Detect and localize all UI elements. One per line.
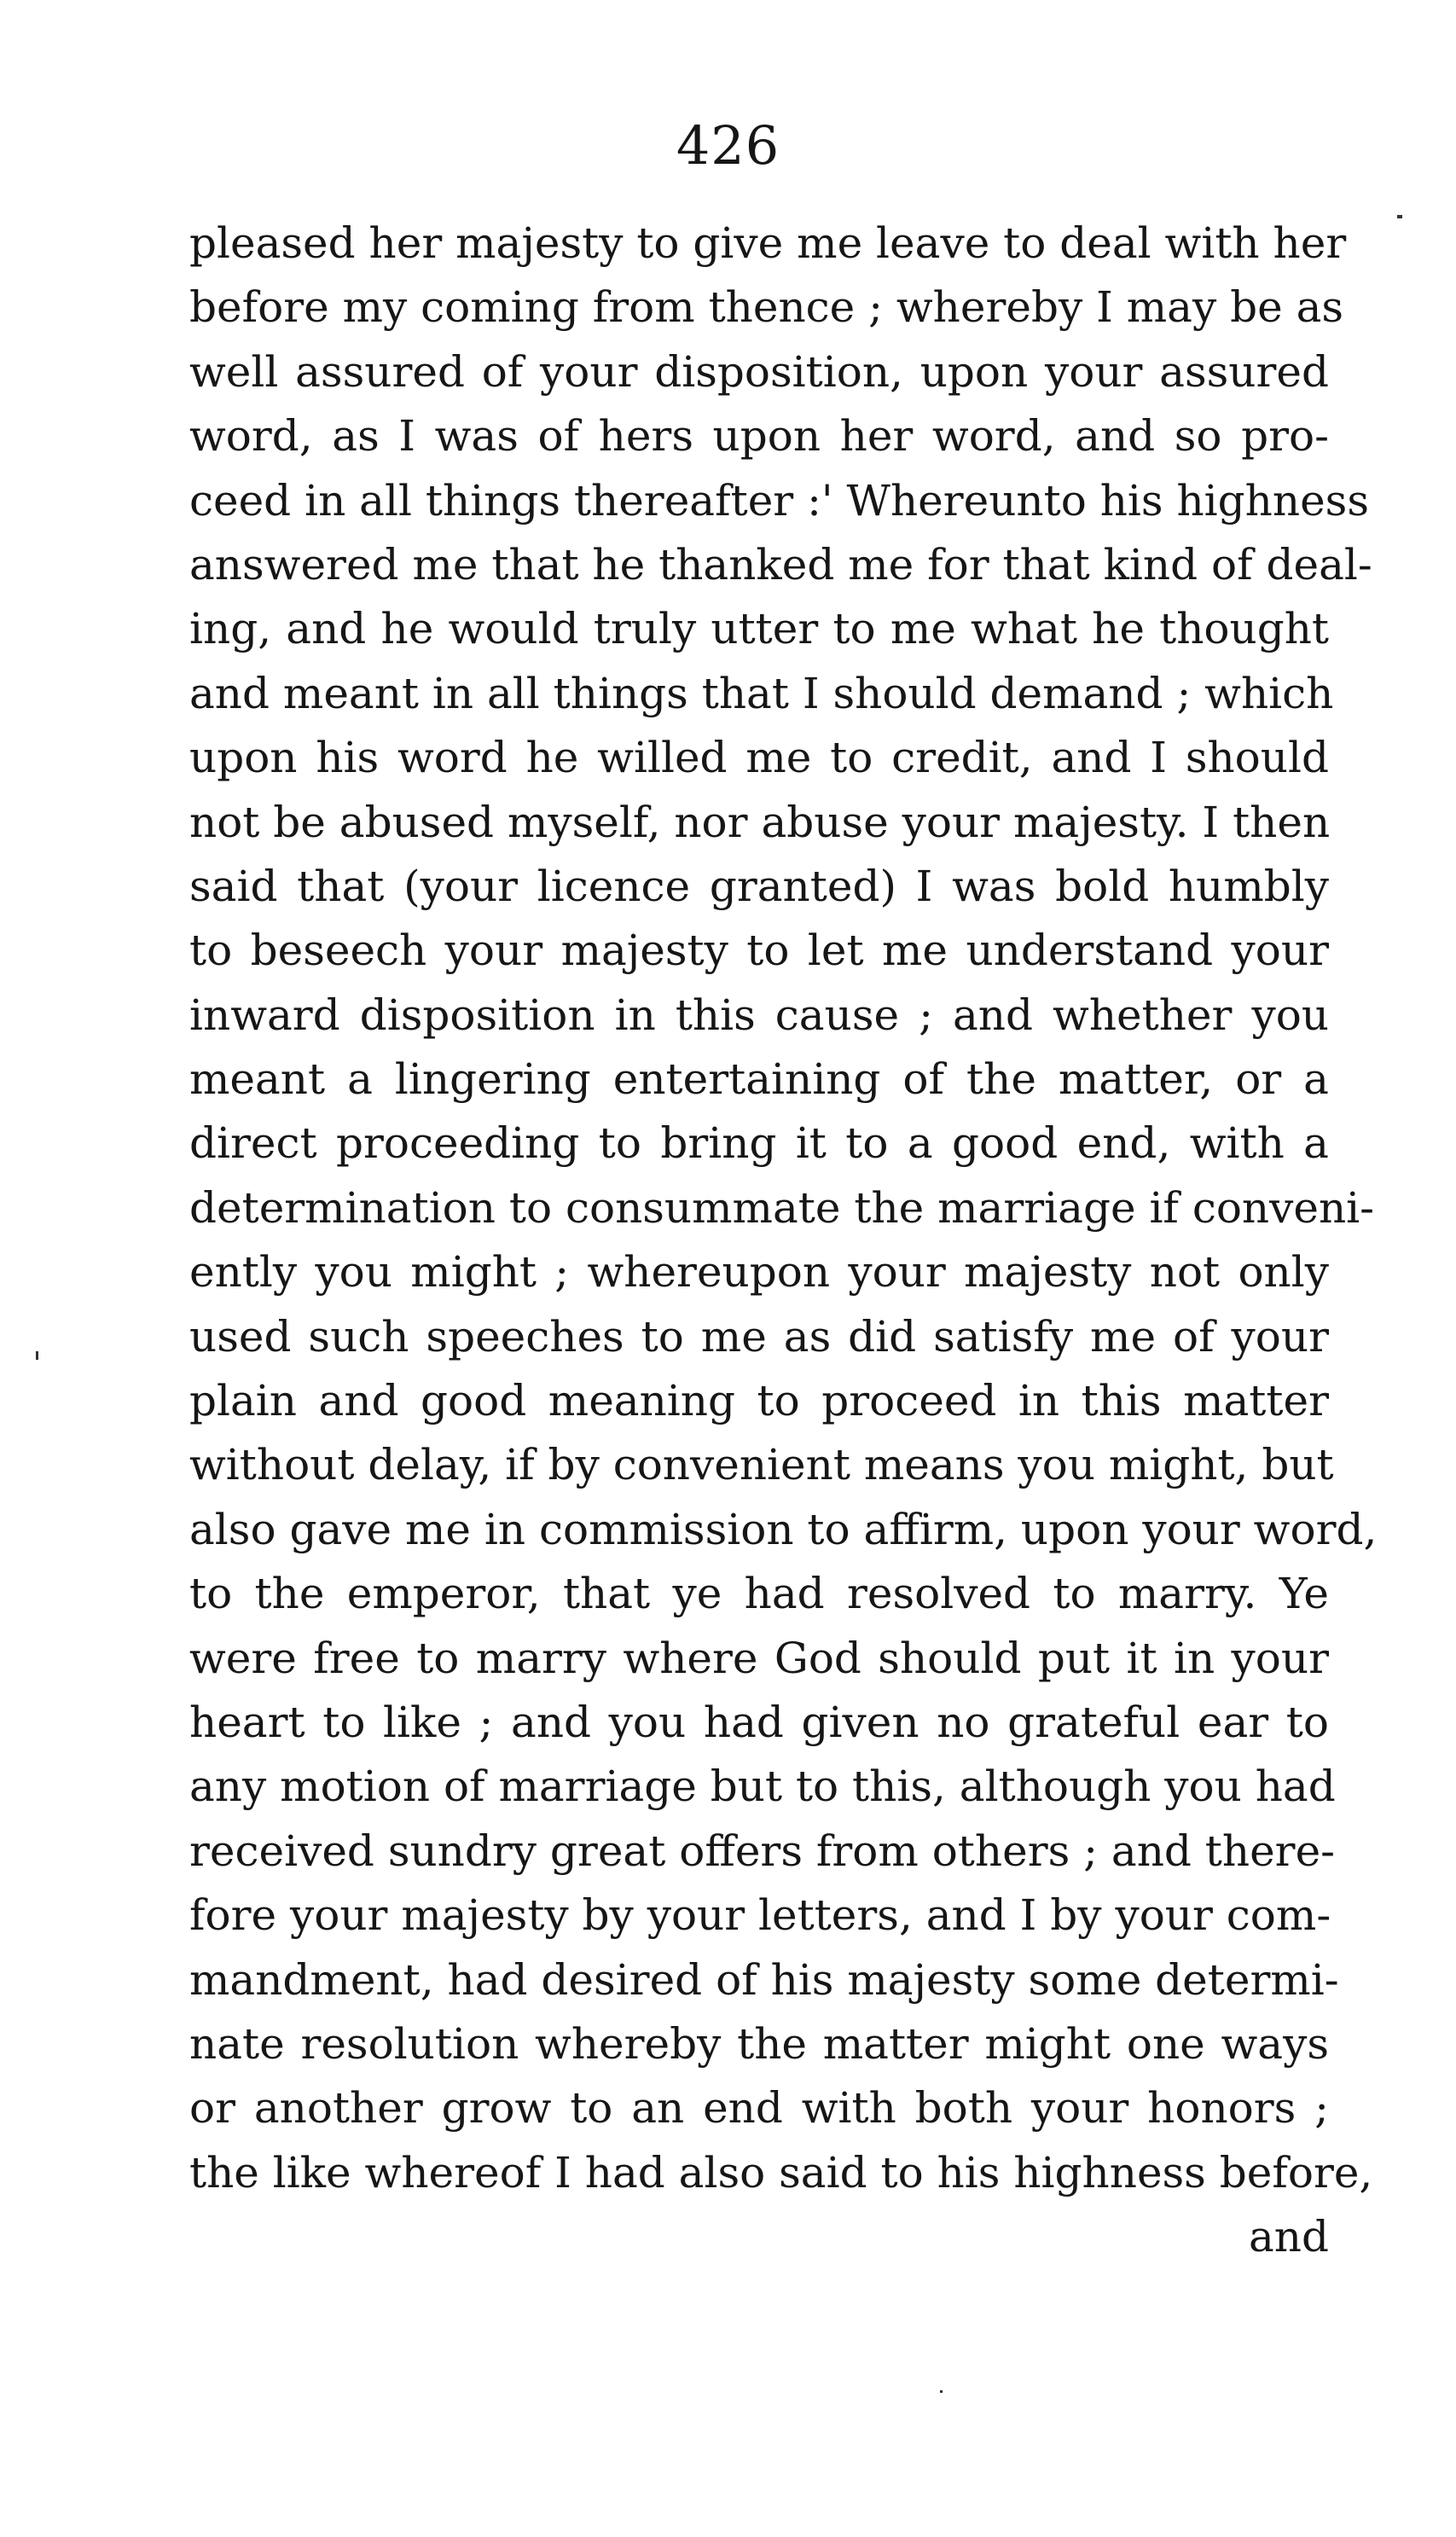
text-line: nate resolution whereby the matter might one ways [189,2018,1329,2069]
text-line: were free to marry where God should put it in your [189,1633,1329,1683]
text-line: answered me that he thanked me for that kind of deal- [189,539,1372,589]
text-line: ing, and he would truly utter to me what he thought [189,604,1329,654]
text-line: direct proceeding to bring it to a good end, with a [189,1118,1329,1169]
text-line: received sundry great offers from others ; and there- [189,1826,1336,1876]
text-line: plain and good meaning to proceed in this matter [189,1376,1329,1426]
page-number: 426 [676,114,780,177]
text-line: inward disposition in this cause ; and whether you [189,990,1329,1040]
catchword: and [1248,2212,1329,2262]
text-line: not be abused myself, nor abuse your majesty. I then [189,797,1331,847]
text-line: to beseech your majesty to let me understand your [189,926,1329,976]
text-line: ceed in all things thereafter :' Whereunto his highness [189,475,1369,525]
body-text [189,212,1378,2270]
text-line: pleased her majesty to give me leave to deal with her [189,218,1347,268]
text-line: upon his word he willed me to credit, and I should [189,733,1329,783]
text-line: and meant in all things that I should demand ; which [189,668,1334,718]
text-line: mandment, had desired of his majesty some determi- [189,1954,1339,2005]
text-line: the like whereof I had also said to his highness before, [189,2147,1373,2197]
text-line: without delay, if by convenient means you might, but [189,1440,1334,1490]
text-line: determination to consummate the marriage if conveni- [189,1182,1375,1233]
text-line: used such speeches to me as did satisfy me of your [189,1311,1329,1361]
text-line: to the emperor, that ye had resolved to marry. Ye [189,1569,1329,1619]
text-line: heart to like ; and you had given no grateful ear to [189,1697,1329,1747]
text-line: any motion of marriage but to this, although you had [189,1762,1336,1812]
text-line: fore your majesty by your letters, and I by your com- [189,1890,1331,1941]
text-line: before my coming from thence ; whereby I may be as [189,282,1344,333]
text-line: meant a lingering entertaining of the matter, or a [189,1054,1329,1105]
text-line: or another grow to an end with both your honors ; [189,2083,1329,2134]
print-speck [36,1351,38,1360]
text-line: word, as I was of hers upon her word, and so pro- [189,411,1329,462]
text-line: also gave me in commission to affirm, upon your word, [189,1504,1378,1554]
text-line: well assured of your disposition, upon your assured [189,346,1329,397]
text-line: ently you might ; whereupon your majesty not only [189,1247,1329,1298]
print-speck [940,2390,943,2393]
print-speck [1397,215,1402,218]
text-line: said that (your licence granted) I was bold humbly [189,861,1329,911]
